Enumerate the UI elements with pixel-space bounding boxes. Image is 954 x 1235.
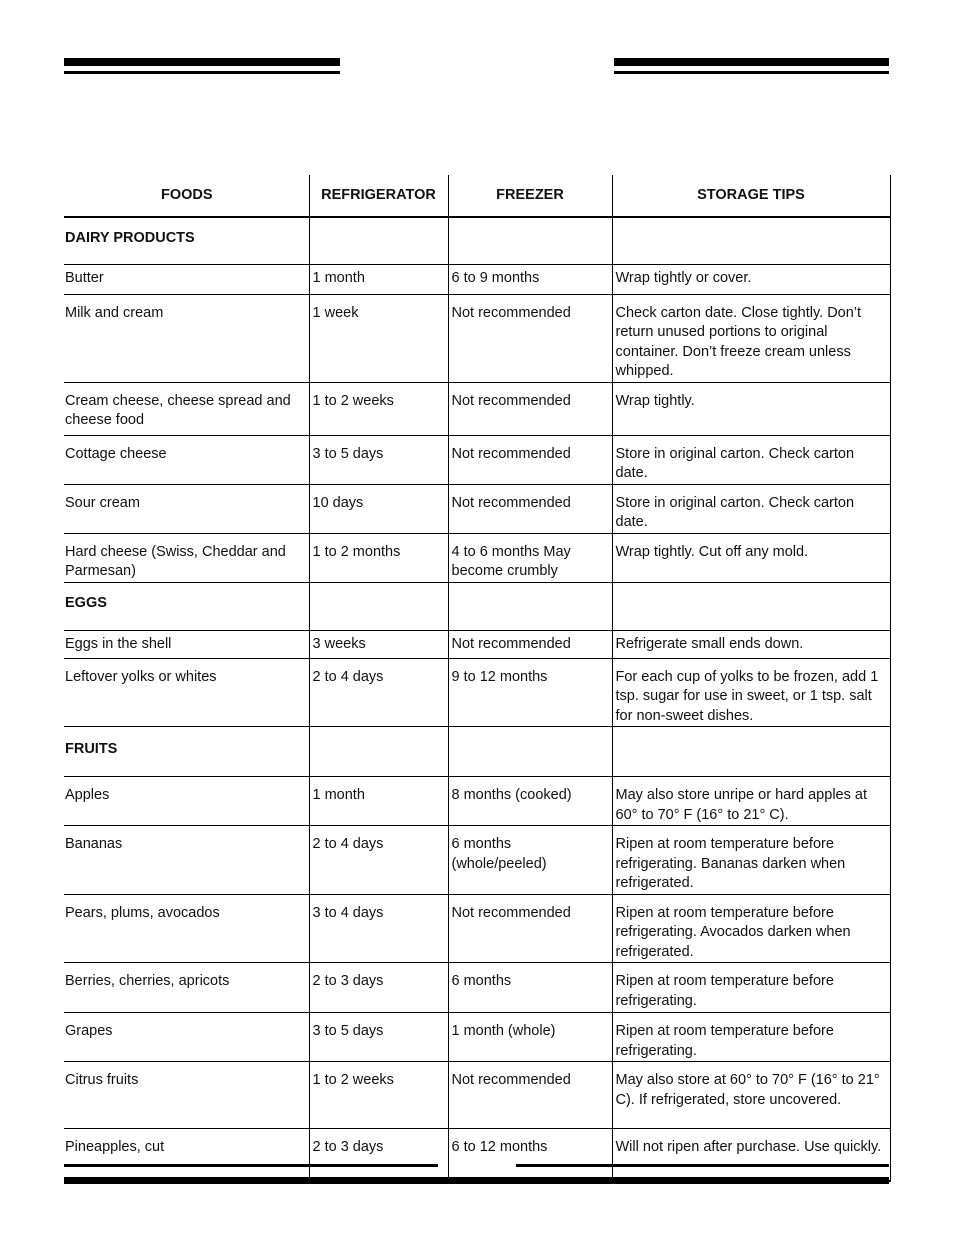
storage-tip-cell: Wrap tightly. Cut off any mold. [612, 533, 890, 582]
table-body [64, 217, 890, 1181]
refrigerator-cell: 3 weeks [309, 630, 448, 658]
bottom-right-thin-rule [516, 1164, 889, 1167]
table-row [64, 264, 890, 294]
table-row [64, 658, 890, 727]
refrigerator-cell: 2 to 3 days [309, 963, 448, 1013]
header-foods: FOODS [64, 175, 309, 217]
freezer-cell: 6 to 12 months [448, 1129, 612, 1181]
food-cell: Citrus fruits [64, 1062, 309, 1129]
food-cell: Apples [64, 777, 309, 826]
food-cell: Cream cheese, cheese spread and cheese food [64, 382, 309, 435]
food-cell: Grapes [64, 1013, 309, 1062]
top-left-thick-rule [64, 58, 340, 66]
food-cell: Sour cream [64, 484, 309, 533]
section-title: DAIRY PRODUCTS [64, 217, 309, 264]
food-cell: Pineapples, cut [64, 1129, 309, 1181]
table-row [64, 1062, 890, 1129]
freezer-cell [448, 727, 612, 777]
table-row [64, 894, 890, 963]
food-storage-table [64, 175, 891, 1182]
refrigerator-cell: 1 to 2 weeks [309, 382, 448, 435]
top-right-thin-rule [614, 71, 889, 74]
header-row [64, 175, 890, 217]
food-cell: Eggs in the shell [64, 630, 309, 658]
food-cell: Milk and cream [64, 294, 309, 382]
table-row [64, 1129, 890, 1181]
refrigerator-cell: 3 to 5 days [309, 1013, 448, 1062]
table-row [64, 963, 890, 1013]
storage-tip-cell: Ripen at room temperature before refrigerating. Avocados darken when refrigerated. [612, 894, 890, 963]
food-cell: Bananas [64, 826, 309, 895]
table-row [64, 1013, 890, 1062]
refrigerator-cell: 3 to 5 days [309, 435, 448, 484]
refrigerator-cell [309, 727, 448, 777]
freezer-cell: Not recommended [448, 630, 612, 658]
table-row [64, 630, 890, 658]
section-title: EGGS [64, 582, 309, 630]
food-cell: Hard cheese (Swiss, Cheddar and Parmesan) [64, 533, 309, 582]
refrigerator-cell: 3 to 4 days [309, 894, 448, 963]
freezer-cell: 1 month (whole) [448, 1013, 612, 1062]
storage-tip-cell: Refrigerate small ends down. [612, 630, 890, 658]
table-row [64, 484, 890, 533]
storage-tip-cell: May also store unripe or hard apples at 60° to 70° F (16° to 21° C). [612, 777, 890, 826]
storage-tip-cell: For each cup of yolks to be frozen, add 1 tsp. sugar for use in sweet, or 1 tsp. salt for non-sweet dishes. [612, 658, 890, 727]
refrigerator-cell: 1 week [309, 294, 448, 382]
table-row [64, 435, 890, 484]
refrigerator-cell: 2 to 3 days [309, 1129, 448, 1181]
table-header [64, 175, 890, 217]
freezer-cell: Not recommended [448, 894, 612, 963]
storage-tip-cell: Ripen at room temperature before refrigerating. Bananas darken when refrigerated. [612, 826, 890, 895]
refrigerator-cell: 1 to 2 months [309, 533, 448, 582]
food-cell: Berries, cherries, apricots [64, 963, 309, 1013]
freezer-cell: 8 months (cooked) [448, 777, 612, 826]
food-cell: Butter [64, 264, 309, 294]
header-refrigerator: REFRIGERATOR [309, 175, 448, 217]
section-row [64, 582, 890, 630]
refrigerator-cell [309, 582, 448, 630]
table-row [64, 294, 890, 382]
freezer-cell [448, 582, 612, 630]
storage-tip-cell: Store in original carton. Check carton date. [612, 435, 890, 484]
section-row [64, 727, 890, 777]
freezer-cell: Not recommended [448, 484, 612, 533]
storage-tip-cell [612, 582, 890, 630]
refrigerator-cell [309, 217, 448, 264]
top-right-thick-rule [614, 58, 889, 66]
freezer-cell [448, 217, 612, 264]
freezer-cell: Not recommended [448, 294, 612, 382]
food-cell: Cottage cheese [64, 435, 309, 484]
bottom-left-thin-rule [64, 1164, 438, 1167]
freezer-cell: 6 months [448, 963, 612, 1013]
section-row [64, 217, 890, 264]
refrigerator-cell: 2 to 4 days [309, 826, 448, 895]
storage-tip-cell [612, 727, 890, 777]
header-freezer: FREEZER [448, 175, 612, 217]
freezer-cell: 6 months (whole/peeled) [448, 826, 612, 895]
table-row [64, 382, 890, 435]
storage-tip-cell: Wrap tightly. [612, 382, 890, 435]
table-row [64, 826, 890, 895]
table-row [64, 777, 890, 826]
freezer-cell: Not recommended [448, 1062, 612, 1129]
freezer-cell: Not recommended [448, 382, 612, 435]
storage-tip-cell: Ripen at room temperature before refrigerating. [612, 963, 890, 1013]
refrigerator-cell: 1 month [309, 264, 448, 294]
storage-tip-cell: May also store at 60° to 70° F (16° to 21° C). If refrigerated, store uncovered. [612, 1062, 890, 1129]
storage-tip-cell: Store in original carton. Check carton date. [612, 484, 890, 533]
section-title: FRUITS [64, 727, 309, 777]
bottom-thick-rule [64, 1177, 889, 1184]
refrigerator-cell: 10 days [309, 484, 448, 533]
storage-tip-cell: Will not ripen after purchase. Use quickly. [612, 1129, 890, 1181]
food-cell: Leftover yolks or whites [64, 658, 309, 727]
top-left-thin-rule [64, 71, 340, 74]
storage-tip-cell: Ripen at room temperature before refrigerating. [612, 1013, 890, 1062]
freezer-cell: Not recommended [448, 435, 612, 484]
header-storage-tips: STORAGE TIPS [612, 175, 890, 217]
storage-tip-cell: Wrap tightly or cover. [612, 264, 890, 294]
refrigerator-cell: 1 to 2 weeks [309, 1062, 448, 1129]
refrigerator-cell: 2 to 4 days [309, 658, 448, 727]
storage-tip-cell [612, 217, 890, 264]
freezer-cell: 4 to 6 months May become crumbly [448, 533, 612, 582]
storage-tip-cell: Check carton date. Close tightly. Don’t return unused portions to original container. Don’t freeze cream unless whipped. [612, 294, 890, 382]
freezer-cell: 6 to 9 months [448, 264, 612, 294]
refrigerator-cell: 1 month [309, 777, 448, 826]
freezer-cell: 9 to 12 months [448, 658, 612, 727]
food-cell: Pears, plums, avocados [64, 894, 309, 963]
table-row [64, 533, 890, 582]
